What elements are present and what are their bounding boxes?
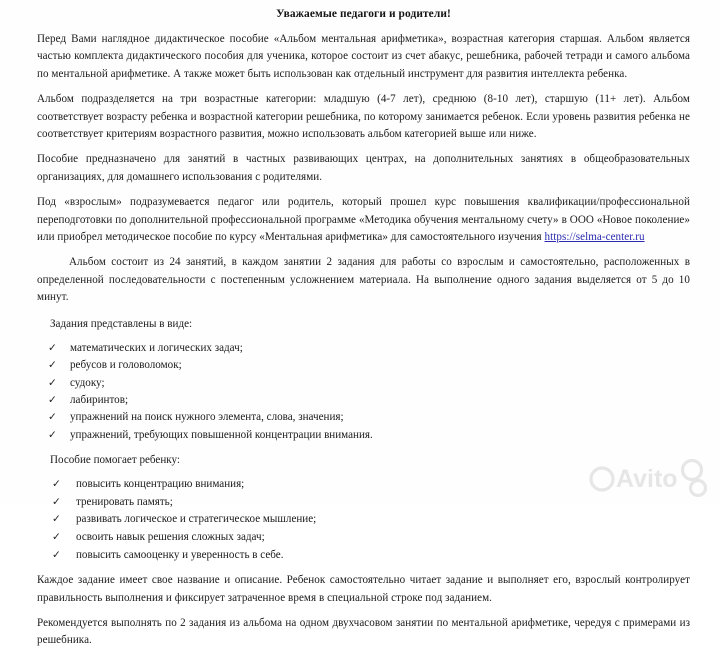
list-item [50, 529, 690, 547]
page-title: Уважаемые педагоги и родители! [276, 8, 451, 20]
check-icon: ✓ [48, 360, 57, 372]
list-item [48, 409, 690, 426]
list-item [48, 392, 690, 409]
list-item-label: лабиринтов; [70, 393, 129, 406]
list-two-lead-in: Пособие помогает ребенку: [50, 453, 180, 466]
task-types-list [37, 340, 690, 444]
check-icon: ✓ [52, 532, 61, 544]
list-item [50, 547, 690, 565]
list-item-label: развивать логическое и стратегическое мышление; [76, 513, 317, 526]
list-item-label: повысить самооценку и уверенность в себе. [76, 548, 284, 561]
check-icon: ✓ [48, 394, 57, 406]
list-item-label: упражнений, требующих повышенной концентрации внимания. [70, 428, 373, 441]
check-icon: ✓ [52, 549, 61, 561]
list-item-label: судоку; [70, 376, 105, 389]
list-item-label: тренировать память; [76, 495, 173, 508]
paragraph-adult-definition [37, 194, 690, 246]
selma-center-link[interactable]: https://selma-center.ru [544, 231, 645, 244]
list-item [48, 375, 690, 392]
check-icon: ✓ [52, 479, 61, 491]
paragraph-usage-context: Пособие предназначено для занятий в частных развивающих центрах, на дополнительных занятиях в общеобразовательных организациях, для домашнего использования с родителями. [37, 153, 690, 183]
svg-text:Avito: Avito [616, 465, 678, 493]
list-item-label: упражнений на поиск нужного элемента, слова, значения; [70, 411, 344, 424]
paragraph-task-workflow: Каждое задание имеет свое название и описание. Ребенок самостоятельно читает задание и выполняет его, взрослый контролирует правильность выполнения и фиксирует затраченное время в специальной строке под заданием. [37, 574, 690, 604]
paragraph-recommendation: Рекомендуется выполнять по 2 задания из альбома на одном двухчасовом занятии по ментальной арифметике, чередуя с примерами из решебника. [37, 617, 690, 647]
paragraph-album-structure: Альбом состоит из 24 занятий, в каждом занятии 2 задания для работы со взрослым и самостоятельно, расположенных в определенной последовательности с постепенным усложнением материала. На выполнение одного задания выделяется от 5 до 10 минут. [37, 256, 690, 304]
check-icon: ✓ [48, 412, 57, 424]
paragraph-adult-definition-text: Под «взрослым» подразумевается педагог или родитель, который прошел курс повышения квалификации/профессиональной переподготовки по дополнительной профессиональной программе «Методика обучения ментальному счету» в ООО «Новое поколение» или приобрел методическое пособие по курсу «Ментальная арифметика» для самостоятельного изучения [37, 196, 690, 244]
list-item-label: ребусов и головоломок; [70, 359, 182, 372]
check-icon: ✓ [48, 429, 57, 441]
check-icon: ✓ [48, 377, 57, 389]
check-icon: ✓ [52, 514, 61, 526]
list-one-lead-in: Задания представлены в виде: [50, 317, 193, 330]
list-item-label: освоить навык решения сложных задач; [76, 531, 265, 544]
document-content [37, 7, 690, 658]
list-item [48, 340, 690, 357]
benefits-list [37, 476, 690, 564]
paragraph-age-categories: Альбом подразделяется на три возрастные категории: младшую (4-7 лет), среднюю (8-10 лет), старшую (11+ лет). Альбом соответствует возрасту ребенка и возрастной категории решебника, по которому занимается ребенок. Если уровень развития ребенка не соответствует критериям возрастного развития, можно использовать альбом категорией выше или ниже. [37, 93, 690, 141]
list-item [50, 476, 690, 494]
paragraph-intro: Перед Вами наглядное дидактическое пособие «Альбом ментальная арифметика», возрастная категория старшая. Альбом является частью комплекта дидактического пособия для ученика, которое состоит из счет абакус, решебника, рабочей тетради и самого альбома по ментальной арифметике. А также может быть использован как отдельный инструмент для развития интеллекта ребенка. [37, 33, 690, 80]
list-item [48, 427, 690, 444]
list-item-label: математических и логических задач; [70, 342, 243, 355]
list-item-label: повысить концентрацию внимания; [76, 478, 245, 491]
list-item [50, 511, 690, 529]
list-item [50, 494, 690, 512]
check-icon: ✓ [48, 343, 57, 355]
list-item [48, 357, 690, 374]
check-icon: ✓ [52, 496, 61, 508]
